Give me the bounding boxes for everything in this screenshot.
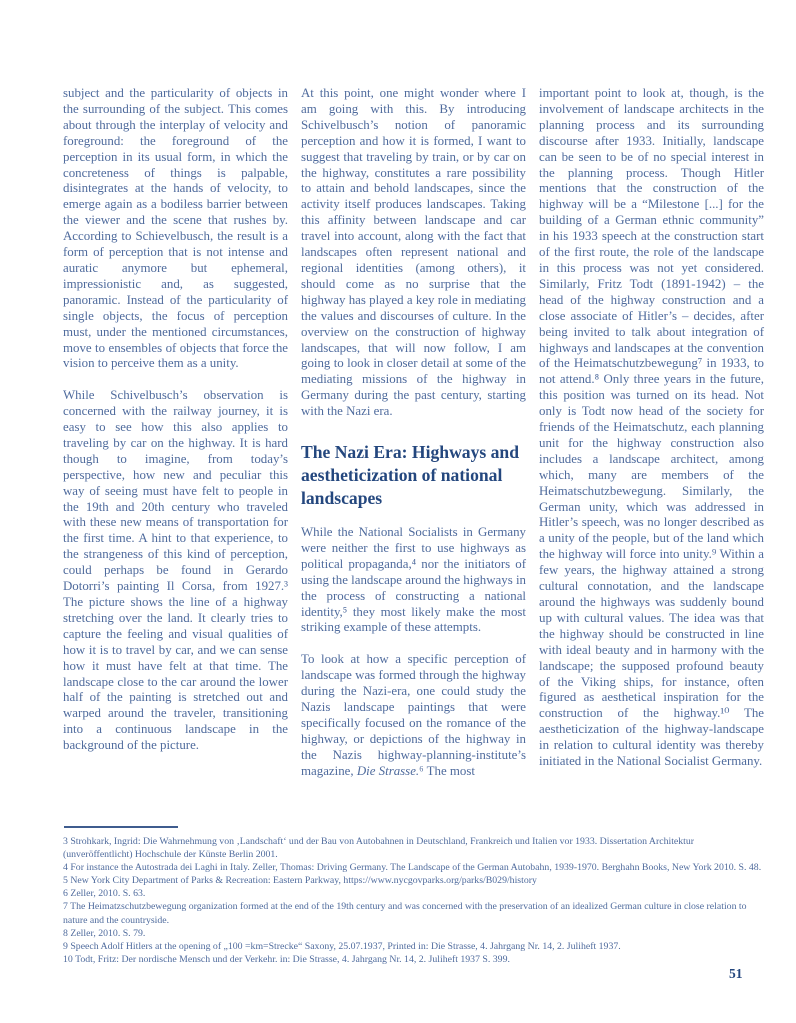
footnotes xyxy=(63,835,764,966)
paragraph-text: To look at how a specific perception of landscape was formed through the highway during the Nazi-era, one could study the Nazis landscape paintings that were specifically focused on the romance of the highway, or depictions of the highway in the Nazis highway-planning-institute’s magazine, xyxy=(301,652,526,778)
footnote: 8 Zeller, 2010. S. 79. xyxy=(63,927,146,939)
footnote: 9 Speech Adolf Hitlers at the opening of „100 =km=Strecke“ Saxony, 25.07.1937, Printed in: Die Strasse, 4. Jahrgang Nr. 14, 2. Juliheft 1937. xyxy=(63,940,621,952)
section-heading: The Nazi Era: Highways and aestheticization of national landscapes xyxy=(301,442,519,509)
body-paragraph: While Schivelbusch’s observation is concerned with the railway journey, it is easy to see how this also applies to traveling by car on the highway. It is hard though to imagine, from today’s perspective, how new and peculiar this way of seeing must have felt to people in the 19th and 20th century who traveled with these new means of transportation for the first time. A hint to that experience, to the strangeness of this kind of perception, could perhaps be found in Gerardo Dotorri’s painting Il Corsa, from 1927.³ The picture shows the line of a highway stretching over the land. It clearly tries to capture the feeling and visual qualities of how it is to travel by car, and we can sense how it must have felt at that time. The landscape close to the car around the lower half of the painting is stretched out and warped around the traveler, transitioning into a continuous landscape in the background of the picture. xyxy=(63,388,288,753)
footnote-divider xyxy=(64,826,178,828)
body-paragraph: At this point, one might wonder where I am going with this. By introducing Schivelbusch’s notion of panoramic perception and how it is formed, I want to suggest that traveling by train, or by car on the highway, constitutes a rare possibility to attain and behold landscapes, since the activity itself produces landscapes. Taking this affinity between landscape and car travel into account, along with the fact that landscapes often represent national and regional identities (among others), it should come as no surprise that the highway has played a key role in mediating the values and discourses of culture. In the overview on the construction of highway landscapes, that will now follow, I am going to look in closer detail at some of the mediating missions of the highway in Germany during the past century, starting with the Nazi era. xyxy=(301,86,526,419)
footnote: 6 Zeller, 2010. S. 63. xyxy=(63,888,146,900)
body-paragraph: While the National Socialists in Germany were neither the first to use highways as political propaganda,⁴ nor the initiators of using the landscape around the highways in the process of constructing a national identity,⁵ they most likely make the most striking example of these attempts. xyxy=(301,525,526,635)
body-paragraph: important point to look at, though, is the involvement of landscape architects in the planning process and its surrounding discourse after 1933. Initially, landscape can be seen to be of no special interest in the planning process. Though Hitler mentions that the construction of the highway will be a “Milestone [...] for the building of a German ethnic community” in his 1933 speech at the construction start of the first route, the role of the landscape in this process was not yet considered. Similarly, Fritz Todt (1891-1942) – the head of the highway construction and a close associate of Hitler’s – decides, after being invited to talk about integration of highways and landscapes at the convention of the Heimatschutzbewegung⁷ in 1933, to not attend.⁸ Only three years in the future, this position was turned on its head. Not only is Todt now head of the society for friends of the Heimatschutz, each planning unit for the highway construction also includes a landscape architect, among which, many are members of the Heimatschutzbewegung. Similarly, the German unity, which was addressed in Hitler’s speech, was no longer described as a unity of the people, but of the land which the highway will force into unity.⁹ Within a few years, the highway attained a strong cultural connotation, and the landscape around the highways was suddenly bound up with cultural values. The idea was that the highway should be constructed in line with ideal beauty and in harmony with the landscape; the supposed profound beauty of the Viking ships, for instance, often figured as aesthetical inspiration for the construction of the highway.¹⁰ The aestheticization of the highway-landscape in relation to cultural identity was thereby initiated in the National Socialist Germany. xyxy=(539,86,764,769)
footnote: 10 Todt, Fritz: Der nordische Mensch und der Verkehr. in: Die Strasse, 4. Jahrgang Nr. 14, 2. Juliheft 1937 S. 399. xyxy=(63,953,510,965)
footnote: 3 Strohkark, Ingrid: Die Wahrnehmung von ‚Landschaft‘ und der Bau von Autobahnen in Deutschland, Frankreich und Italien vor 1933. Dissertation Architektur (unveröffentlicht) Hochschule der Künste Berlin 2001. xyxy=(63,836,695,861)
page-number: 51 xyxy=(729,966,743,981)
footnote: 4 For instance the Autostrada dei Laghi in Italy. Zeller, Thomas: Driving Germany. The Landscape of the German Autobahn, 1939-1970. Berghahn Books, New York 2010. S. 48. xyxy=(63,862,762,874)
footnote: 5 New York City Department of Parks & Recreation: Eastern Parkway, https://www.nycgovparks.org/parks/B029/history xyxy=(63,875,537,887)
magazine-title: Die Strasse. xyxy=(356,763,420,778)
column-2 xyxy=(301,86,526,780)
body-paragraph: subject and the particularity of objects in the surrounding of the subject. This comes about through the interplay of velocity and foreground: the foreground of the perception in its usual form, in which the concreteness of things is palpable, disintegrates at the hands of velocity, to emerge again as a bodiless barrier between the viewer and the scene that rushes by. According to Schievelbusch, the result is a form of perception that is not intense and auratic anymore but ephemeral, impressionistic and, as suggested, panoramic. Instead of the particularity of single objects, the focus of perception must, under the mentioned circumstances, move to ensembles of objects that force the vision to perceive them as a unity. xyxy=(63,86,288,371)
text-columns xyxy=(63,86,763,780)
column-3 xyxy=(539,86,764,780)
column-1 xyxy=(63,86,288,780)
paragraph-text: ⁶ The most xyxy=(419,763,475,778)
footnote: 7 The Heimatzschutzbewegung organization formed at the end of the 19th century and was concerned with the preservation of an idealized German culture in close relation to nature and the countryside. xyxy=(63,901,747,926)
body-paragraph xyxy=(301,652,526,779)
